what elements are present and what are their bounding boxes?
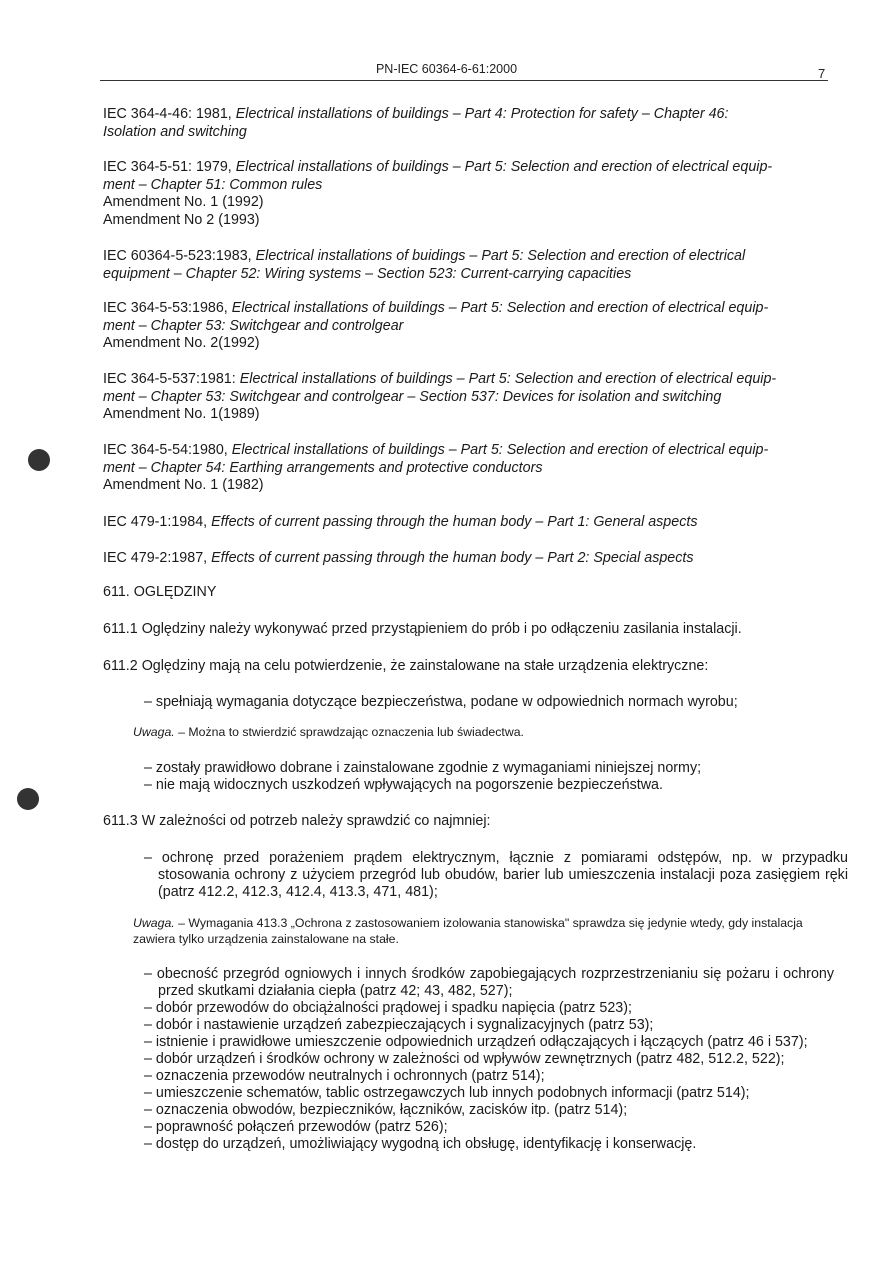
reference-entry xyxy=(103,106,833,141)
reference-code: IEC 364-5-537:1981: xyxy=(103,371,236,387)
inspection-checklist xyxy=(144,966,834,1153)
note-label: Uwaga. xyxy=(133,725,175,739)
reference-code: IEC 364-5-54:1980, xyxy=(103,442,228,458)
reference-title: equipment – Chapter 52: Wiring systems – Section 523: Current-carrying capacities xyxy=(103,265,632,282)
note xyxy=(133,915,833,947)
reference-title: Effects of current passing through the human body – Part 1: General aspects xyxy=(211,514,698,530)
list-item: – dobór urządzeń i środków ochrony w zależności od wpływów zewnętrznych (patrz 482, 512.2, 522); xyxy=(144,1051,785,1067)
reference-title: Electrical installations of buildings – Part 5: Selection and erection of electrical equip- xyxy=(235,159,773,175)
list-item: – umieszczenie schematów, tablic ostrzegawczych lub innych podobnych informacji (patrz 514); xyxy=(144,1085,750,1101)
reference-title: ment – Chapter 51: Common rules xyxy=(103,176,323,193)
list-item: – dostęp do urządzeń, umożliwiający wygodną ich obsługę, identyfikację i konserwację. xyxy=(144,1136,697,1152)
list-item: – dobór i nastawienie urządzeń zabezpieczających i sygnalizacyjnych (patrz 53); xyxy=(144,1017,654,1033)
page-number: 7 xyxy=(818,66,826,81)
amendment: Amendment No. 1 (1992) xyxy=(103,194,264,210)
reference-entry xyxy=(103,159,833,229)
reference-entry xyxy=(103,514,833,532)
reference-code: IEC 364-5-53:1986, xyxy=(103,300,228,316)
reference-title: Electrical installations of buildings – Part 5: Selection and erection of electrical equip- xyxy=(231,300,769,316)
clause-611-1: 611.1 Oględziny należy wykonywać przed przystąpieniem do prób i po odłączeniu zasilania instalacji. xyxy=(103,621,742,637)
list-item: – nie mają widocznych uszkodzeń wpływających na pogorszenie bezpieczeństwa. xyxy=(144,777,663,793)
reference-entry xyxy=(103,371,833,424)
reference-title: Electrical installations of buildings – Part 4: Protection for safety – Chapter 46: xyxy=(235,106,729,122)
clause-611-2: 611.2 Oględziny mają na celu potwierdzenie, że zainstalowane na stałe urządzenia elektryczne: xyxy=(103,658,709,674)
list-item: – istnienie i prawidłowe umieszczenie odpowiednich urządzeń odłączających i łączących (patrz 46 i 537); xyxy=(144,1034,808,1050)
list-item: – oznaczenia przewodów neutralnych i ochronnych (patrz 514); xyxy=(144,1068,545,1084)
list-item: – obecność przegród ogniowych i innych środków zapobiegających rozprzestrzenianiu się pożaru i ochrony przed skutkami działania ciepła (patrz 42; 43, 482, 527); xyxy=(144,966,834,999)
reference-title: Effects of current passing through the human body – Part 2: Special aspects xyxy=(211,550,694,566)
reference-code: IEC 479-2:1987, xyxy=(103,550,208,566)
list-item: – oznaczenia obwodów, bezpieczników, łączników, zacisków itp. (patrz 514); xyxy=(144,1102,628,1118)
list-item: – ochronę przed porażeniem prądem elektrycznym, łącznie z pomiarami odstępów, np. w przypadku stosowania ochrony z użyciem przegród lub obudów, barier lub umieszczenia instalacji poza zasięgiem ręki (patrz 412.2, 412.3, 412.4, 413.3, 471, 481); xyxy=(144,850,848,900)
amendment: Amendment No 2 (1993) xyxy=(103,211,260,228)
amendment: Amendment No. 1 (1982) xyxy=(103,477,264,493)
list-item: – dobór przewodów do obciążalności prądowej i spadku napięcia (patrz 523); xyxy=(144,1000,632,1016)
list-item: – zostały prawidłowo dobrane i zainstalowane zgodnie z wymaganiami niniejszej normy; xyxy=(144,760,702,776)
note-text: – Można to stwierdzić sprawdzając oznaczenia lub świadectwa. xyxy=(174,725,524,739)
reference-entry xyxy=(103,442,833,495)
list-item: – spełniają wymagania dotyczące bezpieczeństwa, podane w odpowiednich normach wyrobu; xyxy=(144,694,738,710)
note-text: – Wymagania 413.3 „Ochrona z zastosowaniem izolowania stanowiska" sprawdza się jedynie wtedy, gdy instalacja zawiera tylko urządzenia zainstalowane na stałe. xyxy=(133,916,803,946)
reference-title: ment – Chapter 53: Switchgear and controlgear xyxy=(103,317,404,334)
reference-code: IEC 364-5-51: 1979, xyxy=(103,159,232,175)
reference-code: IEC 479-1:1984, xyxy=(103,514,208,530)
reference-code: IEC 364-4-46: 1981, xyxy=(103,106,232,122)
header-rule xyxy=(100,80,828,81)
reference-title: Isolation and switching xyxy=(103,123,247,140)
reference-title: Electrical installations of buildings – Part 5: Selection and erection of electrical equip- xyxy=(239,371,777,387)
note-label: Uwaga. xyxy=(133,916,175,930)
reference-entry xyxy=(103,550,833,568)
note xyxy=(133,724,833,740)
standard-code-header: PN-IEC 60364-6-61:2000 xyxy=(375,62,518,76)
section-heading: 611. OGLĘDZINY xyxy=(103,584,217,600)
punch-hole-icon xyxy=(17,788,39,810)
clause-611-3: 611.3 W zależności od potrzeb należy sprawdzić co najmniej: xyxy=(103,813,491,829)
reference-code: IEC 60364-5-523:1983, xyxy=(103,248,252,264)
punch-hole-icon xyxy=(28,449,50,471)
amendment: Amendment No. 2(1992) xyxy=(103,335,260,351)
amendment: Amendment No. 1(1989) xyxy=(103,406,260,422)
reference-entry xyxy=(103,248,833,283)
reference-title: ment – Chapter 53: Switchgear and controlgear – Section 537: Devices for isolation and switching xyxy=(103,388,722,405)
reference-title: Electrical installations of buildings – Part 5: Selection and erection of electrical equip- xyxy=(231,442,769,458)
reference-entry xyxy=(103,300,833,353)
reference-title: ment – Chapter 54: Earthing arrangements and protective conductors xyxy=(103,459,543,476)
list-item: – poprawność połączeń przewodów (patrz 526); xyxy=(144,1119,448,1135)
reference-title: Electrical installations of buidings – Part 5: Selection and erection of electrical xyxy=(255,248,746,264)
